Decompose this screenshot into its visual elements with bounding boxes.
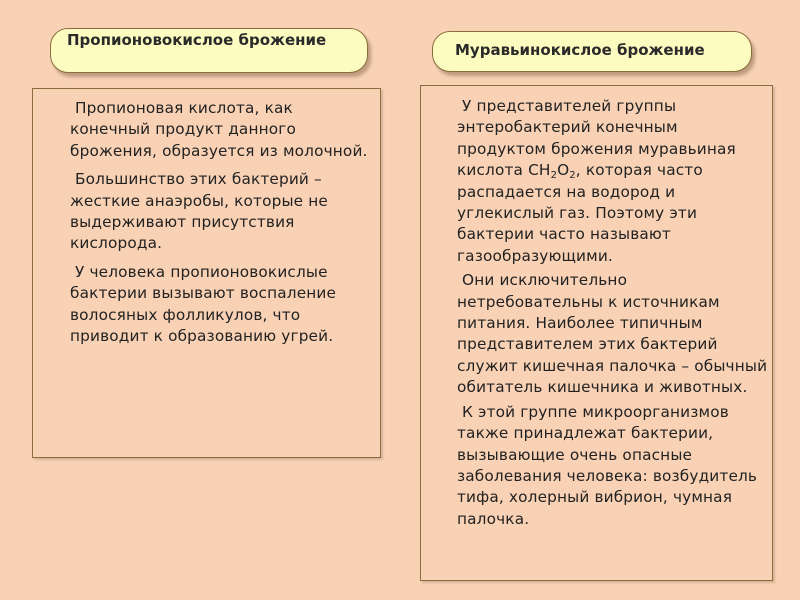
- propionic-paragraph-3: У человека пропионовокислые бактерии вызывают воспаление волосяных фолликулов, что приводит к образованию угрей.: [70, 262, 337, 346]
- formula-ch: CH: [528, 161, 551, 180]
- formula-sub-2: 2: [569, 170, 576, 182]
- formic-title-pill: [432, 31, 752, 72]
- propionic-paragraph-1: Пропионовая кислота, как конечный продукт данного брожения, образуется из молочной.: [70, 99, 368, 160]
- formic-text-box: [420, 85, 773, 581]
- formic-acid-formula: [528, 161, 576, 182]
- formic-paragraph-3: К этой группе микроорганизмов также принадлежат бактерии, вызывающие очень опасные заболевания человека: возбудитель тифа, холерный вибрион, чумная палочка.: [457, 402, 758, 528]
- formic-paragraph-2: Они исключительно нетребовательны к источникам питания. Наиболее типичным представителем этих бактерий служит кишечная палочка – обычный обитатель кишечника и животных.: [457, 271, 768, 397]
- formula-sub-1: 2: [550, 170, 558, 182]
- formic-p1-text-before: У представителей группы энтеробактерий конечным продуктом брожения муравьиная кислота: [457, 97, 736, 180]
- propionic-title-pill: [50, 28, 368, 73]
- propionic-paragraph-2: Большинство этих бактерий – жесткие анаэробы, которые не выдерживают присутствия кислорода.: [70, 170, 328, 253]
- formic-p1-text-after: , которая часто распадается на водород и углекислый газ. Поэтому эти бактерии часто называют газообразующими.: [457, 161, 703, 265]
- propionic-title: Пропионовокислое брожение: [67, 31, 327, 49]
- formic-paragraph-1: [457, 96, 768, 267]
- propionic-text-box: [32, 88, 381, 458]
- formic-title: Муравьинокислое брожение: [455, 41, 705, 59]
- formula-o: O: [557, 161, 570, 180]
